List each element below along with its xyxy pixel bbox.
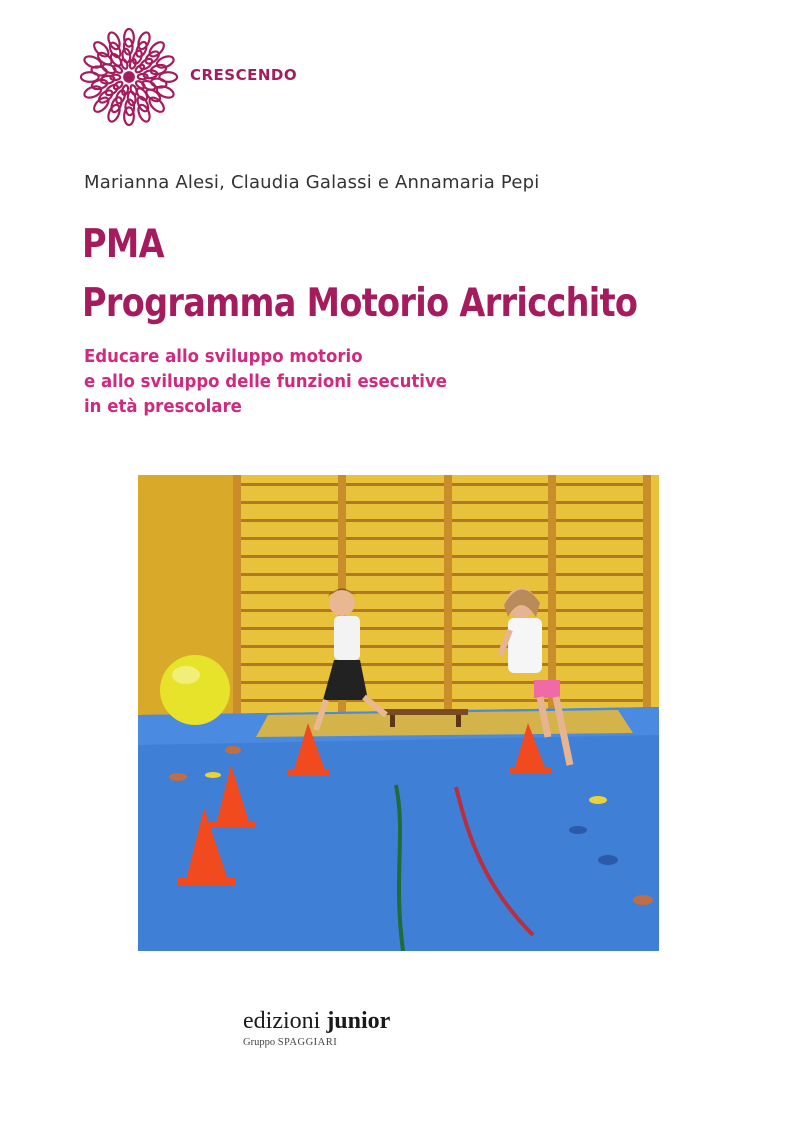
crescendo-logo-icon — [80, 28, 178, 126]
subtitle-line: e allo sviluppo delle funzioni esecutive — [84, 371, 447, 392]
series-label: CRESCENDO — [190, 66, 298, 84]
publisher-logo — [243, 1008, 390, 1035]
cover-photo — [138, 475, 659, 951]
authors: Marianna Alesi, Claudia Galassi e Annamaria Pepi — [84, 172, 540, 193]
publisher-group-prefix: Gruppo — [243, 1037, 276, 1048]
publisher-name: junior — [326, 1008, 391, 1034]
book-title: Programma Motorio Arricchito — [82, 281, 638, 326]
publisher-group — [243, 1037, 443, 1048]
book-title-acronym: PMA — [82, 222, 164, 267]
subtitle-line: in età prescolare — [84, 396, 242, 417]
publisher-prefix: edizioni — [243, 1008, 321, 1034]
publisher-group-name: SPAGGIARI — [277, 1037, 338, 1048]
subtitle-line: Educare allo sviluppo motorio — [84, 346, 363, 367]
